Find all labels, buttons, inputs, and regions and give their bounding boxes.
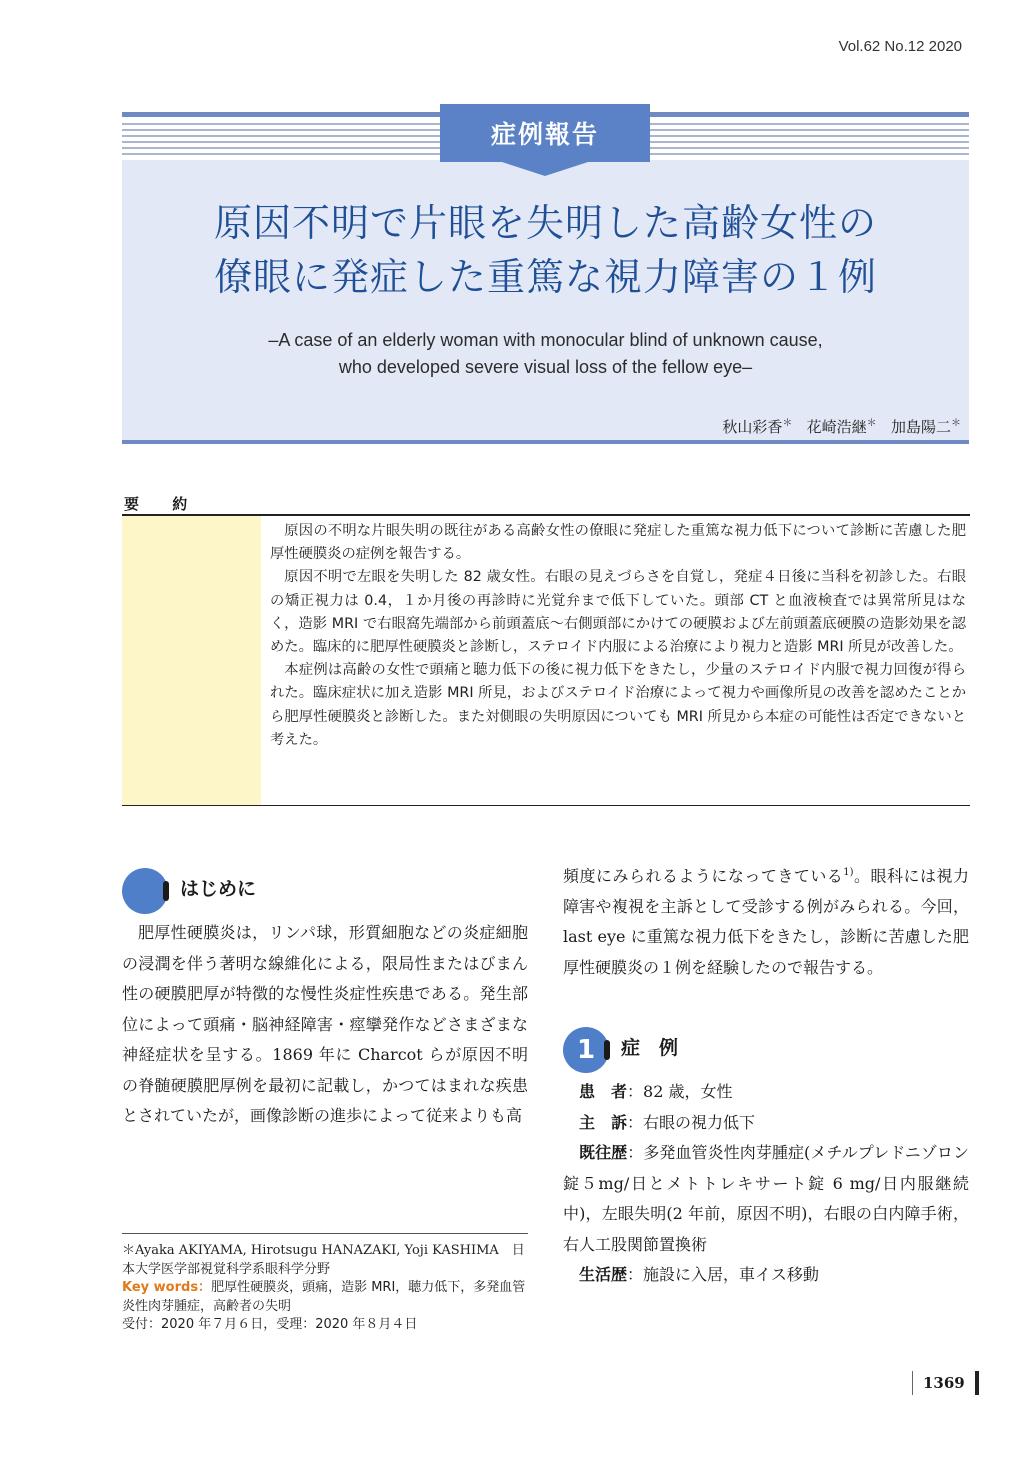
intro-continued-text: 頻度にみられるようになってきている bbox=[563, 866, 844, 886]
author-mark: ＊ bbox=[782, 418, 793, 429]
intro-continued bbox=[563, 858, 969, 983]
intro-section-title: はじめに bbox=[180, 878, 257, 900]
author-list bbox=[722, 414, 961, 437]
abstract-paragraph: 本症例は高齢の女性で頭痛と聴力低下の後に視力低下をきたし，少量のステロイド内服で視力回復が得られた。臨床症状に加え造影 MRI 所見，およびステロイド治療によって視力や画像所見の改善を認めたことから肥厚性硬膜炎と診断した。また対側眼の失明原因についても MRI 所見から本症の可能性は否定できないと考えた。 bbox=[270, 662, 966, 748]
title-en-line-1: –A case of an elderly woman with monocular blind of unknown cause, bbox=[268, 330, 823, 350]
case-item: 生活歴：施設に入居，車イス移動 bbox=[579, 1265, 819, 1285]
author-name: 秋山彩香 bbox=[722, 418, 783, 436]
section-marker-circle bbox=[122, 868, 168, 914]
case-item-label: 生活歴 bbox=[579, 1265, 628, 1285]
right-column bbox=[563, 858, 969, 1291]
intro-section-heading bbox=[122, 868, 528, 912]
article-title-en bbox=[122, 327, 969, 381]
keywords-label: Key words： bbox=[122, 1280, 212, 1295]
title-jp-line-1: 原因不明で片眼を失明した高齢女性の bbox=[213, 201, 877, 245]
abstract-box bbox=[122, 514, 970, 806]
case-item-label: 既往歴 bbox=[579, 1143, 628, 1163]
article-title-jp bbox=[122, 196, 969, 304]
case-section-heading bbox=[563, 1027, 969, 1071]
footnote-keywords bbox=[122, 1279, 528, 1316]
author-name: 花崎浩継 bbox=[806, 418, 867, 436]
abstract-paragraph: 原因の不明な片眼失明の既往がある高齢女性の僚眼に発症した重篤な視力低下について診断に苦慮した肥厚性硬膜炎の症例を報告する。 bbox=[270, 523, 966, 563]
case-item: 患 者：82 歳，女性 bbox=[579, 1082, 733, 1102]
case-item-value: 施設に入居，車イス移動 bbox=[643, 1265, 819, 1285]
section-number-circle: 1 bbox=[563, 1027, 609, 1073]
case-item-label: 主 訴 bbox=[579, 1112, 628, 1132]
keywords-text: 肥厚性硬膜炎，頭痛，造影 MRI，聴力低下，多発血管炎性肉芽腫症，高齢者の失明 bbox=[122, 1280, 526, 1314]
abstract-paragraph: 原因不明で左眼を失明した 82 歳女性。右眼の見えづらさを自覚し，発症４日後に当科を初診した。右眼の矯正視力は 0.4，１か月後の再診時に光覚弁まで低下していた。頭部 CT と血液検査では異常所見はなく，造影 MRI で右眼窩先端部から前頭蓋底〜右側頭部にかけての硬膜および左前頭蓋底硬膜の造影効果を認めた。臨床的に肥厚性硬膜炎と診断し，ステロイド内服による治療により視力と造影 MRI 所見が改善した。 bbox=[270, 569, 966, 656]
footnote-received: 受付：2020 年７月６日，受理：2020 年８月４日 bbox=[122, 1317, 418, 1332]
case-section-title: 症 例 bbox=[621, 1037, 679, 1060]
abstract-side-panel bbox=[122, 516, 261, 805]
title-jp-line-2: 僚眼に発症した重篤な視力障害の１例 bbox=[213, 255, 877, 299]
author-name: 加島陽二 bbox=[890, 418, 951, 436]
section-marker-bar bbox=[604, 1040, 610, 1060]
case-item: 主 訴：右眼の視力低下 bbox=[579, 1112, 756, 1132]
case-item-value: 右眼の視力低下 bbox=[643, 1112, 756, 1132]
page-number: 1369 bbox=[912, 1371, 979, 1395]
category-label: 症例報告 bbox=[440, 104, 650, 162]
intro-continued-text-2: 。眼科には視力障害や複視を主訴として受診する例がみられる。今回，last eye に重篤な視力低下をきたし，診断に苦慮した肥厚性硬膜炎の１例を経験したので報告する。 bbox=[563, 866, 969, 977]
abstract-text bbox=[270, 520, 966, 752]
journal-header: Vol.62 No.12 2020 bbox=[838, 38, 962, 55]
title-band bbox=[122, 112, 969, 444]
case-item: 既往歴：多発血管炎性肉芽腫症(メチルプレドニゾロン錠５mg/日とメトトレキサート錠 6 mg/日内服継続中)，左眼失明(2 年前，原因不明)，右眼の白内障手術，右人工股関節置換術 bbox=[563, 1143, 969, 1254]
intro-paragraph: 肥厚性硬膜炎は，リンパ球，形質細胞などの炎症細胞の浸潤を伴う著明な線維化による，限局性またはびまん性の硬膜肥厚が特徴的な慢性炎症性疾患である。発生部位によって頭痛・脳神経障害・痙攣発作などさまざまな神経症状を呈する。1869 年に Charcot らが原因不明の脊髄硬膜肥厚例を最初に記載し，かつてはまれな疾患とされていたが，画像診断の進歩によって従来よりも高 bbox=[122, 923, 528, 1125]
author-mark: ＊ bbox=[951, 418, 961, 429]
footnote bbox=[122, 1233, 528, 1335]
abstract-heading: 要 約 bbox=[124, 495, 202, 513]
category-arrow bbox=[502, 162, 588, 176]
footnote-affiliation: ＊Ayaka AKIYAMA, Hirotsugu HANAZAKI, Yoji KASHIMA 日本大学医学部視覚科学系眼科学分野 bbox=[122, 1243, 525, 1277]
section-marker-bar bbox=[163, 881, 169, 901]
left-column bbox=[122, 868, 528, 1132]
case-item-value: 多発血管炎性肉芽腫症(メチルプレドニゾロン錠５mg/日とメトトレキサート錠 6 mg/日内服継続中)，左眼失明(2 年前，原因不明)，右眼の白内障手術，右人工股関節置換術 bbox=[563, 1143, 969, 1254]
title-en-line-2: who developed severe visual loss of the fellow eye– bbox=[338, 357, 753, 377]
case-item-label: 患 者 bbox=[579, 1082, 628, 1102]
reference-mark: 1) bbox=[843, 867, 854, 878]
case-item-value: 82 歳，女性 bbox=[643, 1082, 733, 1102]
title-bottom-rule bbox=[122, 440, 969, 444]
author-mark: ＊ bbox=[866, 418, 877, 429]
